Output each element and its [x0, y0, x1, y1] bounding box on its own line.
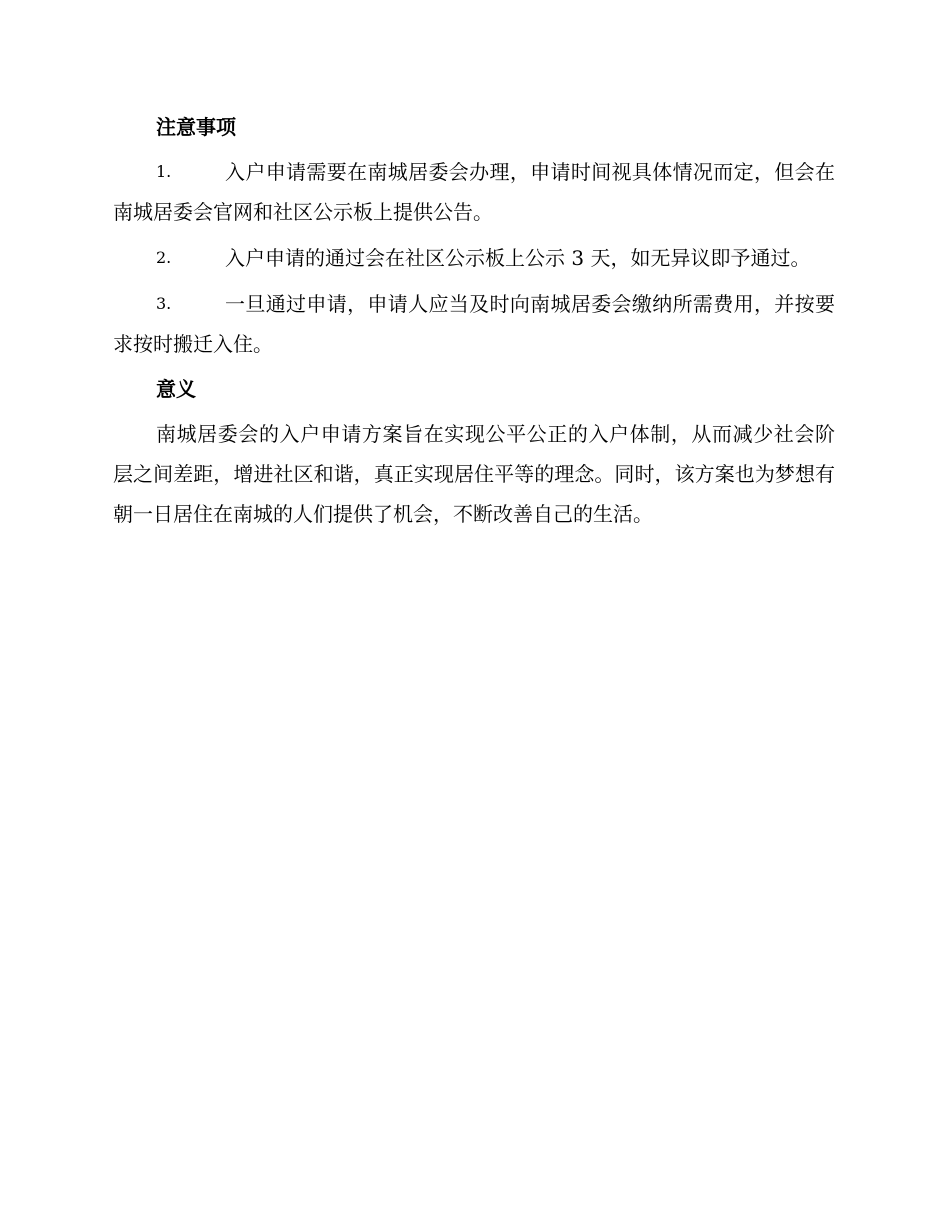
note-item-3: [113, 284, 835, 364]
note-number: 3.: [156, 294, 172, 313]
note-item-2: [113, 238, 835, 278]
note-number: 1.: [156, 162, 172, 181]
document-page: [113, 108, 835, 534]
note-text: 入户申请需要在南城居委会办理，申请时间视具体情况而定，但会在南城居委会官网和社区公示板上提供公告。: [113, 160, 835, 224]
meaning-heading: 意义: [156, 377, 196, 401]
note-number: 2.: [156, 248, 172, 267]
meaning-paragraph: 南城居委会的入户申请方案旨在实现公平公正的入户体制，从而减少社会阶层之间差距，增进社区和谐，真正实现居住平等的理念。同时，该方案也为梦想有朝一日居住在南城的人们提供了机会，不断改善自己的生活。: [113, 422, 835, 526]
note-text: 一旦通过申请，申请人应当及时向南城居委会缴纳所需费用，并按要求按时搬迁入住。: [113, 292, 835, 356]
note-item-1: [113, 152, 835, 232]
note-text: 入户申请的通过会在社区公示板上公示 3 天，如无异议即予通过。: [225, 246, 811, 270]
notes-heading: 注意事项: [156, 115, 236, 139]
